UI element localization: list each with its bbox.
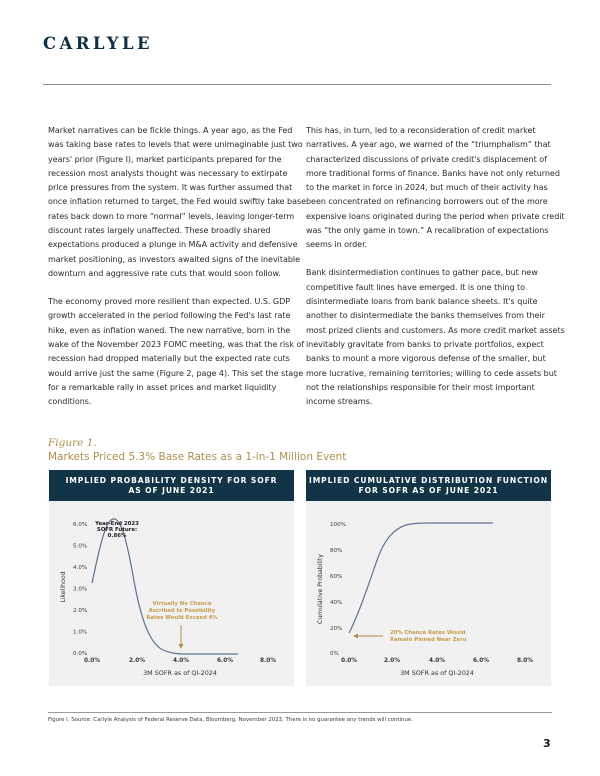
paragraph: Bank disintermediation continues to gather pace, but new competitive fault lines have emerged. It is one thing to disintermediate loans from bank balance sheets. It's quite another to disintermediate the banks themselves from their most prized clients and customers. As more credit market assets inevitably gravitate from banks to private portfolios, expect banks to mount a more vigorous defense of the smaller, but more lucrative, remaining territories; willing to cede assets but not the relationships responsible for their most important income streams.: [306, 268, 565, 407]
left-text-column: [48, 124, 308, 423]
y-tick: 5.0%: [73, 543, 88, 550]
right-text-column: [306, 124, 566, 423]
density-curve: [92, 519, 238, 654]
peak-annotation: Year-End 2023: [95, 521, 139, 527]
x-axis-label: 3M SOFR as of QI-2024: [400, 669, 474, 677]
y-tick: 80%: [330, 548, 343, 554]
density-chart: [49, 501, 294, 686]
paragraph: Market narratives can be fickle things. A year ago, as the Fed was taking base rates to levels that were unimaginable just two years' prior (Figure I), market participants prepared for the recession most analysts thought was necessary to extirpate price pressures from the system. It was further assumed that once inflation returned to target, the Fed would swiftly take base rates back down to more “normal” levels, leaving longer-term discount rates largely unaffected. These broadly shared expectations produced a plunge in M&A activity and defensive market positioning, as investors awaited signs of the inevitable downturn and aggressive rate cuts that would soon follow.: [48, 126, 307, 278]
header-divider: [43, 84, 551, 85]
x-tick: 2.0%: [128, 658, 146, 664]
y-tick: 100%: [330, 522, 346, 528]
x-tick: 8.0%: [516, 658, 534, 664]
y-tick: 6.0%: [73, 522, 88, 528]
note-annotation: Virtually No Chance: [152, 601, 212, 607]
paragraph: The economy proved more resilient than expected. U.S. GDP growth accelerated in the period following the Fed's last rate hike, even as inflation waned. The new narrative, born in the wake of the November 2023 FOMC meeting, was that the risk of recession had dropped materially but the expected rate cuts would arrive just the same (Figure 2, page 4). This set the stage for a remarkable rally in asset prices and market liquidity conditions.: [48, 297, 305, 407]
y-tick: 2.0%: [73, 608, 88, 614]
cdf-curve: [349, 523, 493, 633]
chart-title-line: IMPLIED CUMULATIVE DISTRIBUTION FUNCTION: [308, 476, 548, 485]
note-annotation: Rates Would Exceed 4%: [146, 615, 218, 621]
density-chart-header: [49, 470, 294, 501]
x-tick: 0.0%: [83, 658, 101, 664]
note-annotation: 20% Chance Rates Would: [390, 630, 466, 636]
x-axis-label: 3M SOFR as of QI-2024: [143, 669, 217, 677]
density-chart-panel: [49, 470, 294, 686]
y-tick: 60%: [330, 574, 343, 580]
y-tick: 3.0%: [73, 586, 88, 593]
left-arrow-icon: [353, 634, 383, 639]
note-annotation: Remain Pinned Near Zero: [390, 637, 467, 643]
figure-title: Markets Priced 5.3% Base Rates as a 1-in-1 Million Event: [48, 451, 347, 463]
cdf-chart-header: [306, 470, 551, 501]
figure-source-footnote: Figure I. Source: Carlyle Analysis of Federal Reserve Data, Bloomberg, November 2023. There is no guarantee any trends will continue.: [48, 717, 413, 723]
x-tick: 0.0%: [340, 658, 358, 664]
y-tick: 0.0%: [73, 651, 88, 657]
x-tick: 2.0%: [383, 658, 401, 664]
peak-annotation: 0.86%: [107, 533, 127, 539]
x-tick: 4.0%: [172, 658, 190, 664]
y-tick: 0%: [330, 651, 339, 657]
footer-divider: [48, 712, 552, 713]
y-tick: 4.0%: [73, 565, 88, 571]
y-tick: 20%: [330, 626, 343, 632]
y-axis-label: Likelihood: [60, 571, 67, 603]
paragraph: This has, in turn, led to a reconsideration of credit market narratives. A year ago, we warned of the “triumphalism” that characterized discussions of private credit's displacement of more traditional forms of finance. Banks have not only returned to the market in force in 2024, but much of their activity has been concentrated on refinancing borrowers out of the more expensive loans originated during the period when private credit was “the only game in town.” A recalibration of expectations seems in order.: [306, 126, 565, 250]
cdf-chart: [306, 501, 551, 686]
cdf-chart-panel: [306, 470, 551, 686]
x-tick: 4.0%: [428, 658, 446, 664]
y-tick: 1.0%: [73, 629, 88, 636]
page-number: 3: [543, 737, 551, 750]
note-annotation: Ascribed to Possibility: [148, 608, 216, 614]
x-tick: 6.0%: [216, 658, 234, 664]
chart-title-line: FOR SOFR AS OF JUNE 2021: [358, 486, 499, 495]
down-arrow-icon: [179, 625, 184, 649]
x-tick: 8.0%: [259, 658, 277, 664]
chart-title-line: AS OF JUNE 2021: [128, 486, 215, 495]
carlyle-logo: CARLYLE: [43, 34, 153, 53]
x-tick: 6.0%: [472, 658, 490, 664]
y-tick: 40%: [330, 600, 343, 606]
peak-annotation: SOFR Future:: [96, 527, 138, 533]
chart-title-line: IMPLIED PROBABILITY DENSITY FOR SOFR: [65, 476, 278, 485]
y-axis-label: Cumulative Probability: [317, 554, 324, 624]
figure-label: Figure 1.: [48, 437, 97, 449]
